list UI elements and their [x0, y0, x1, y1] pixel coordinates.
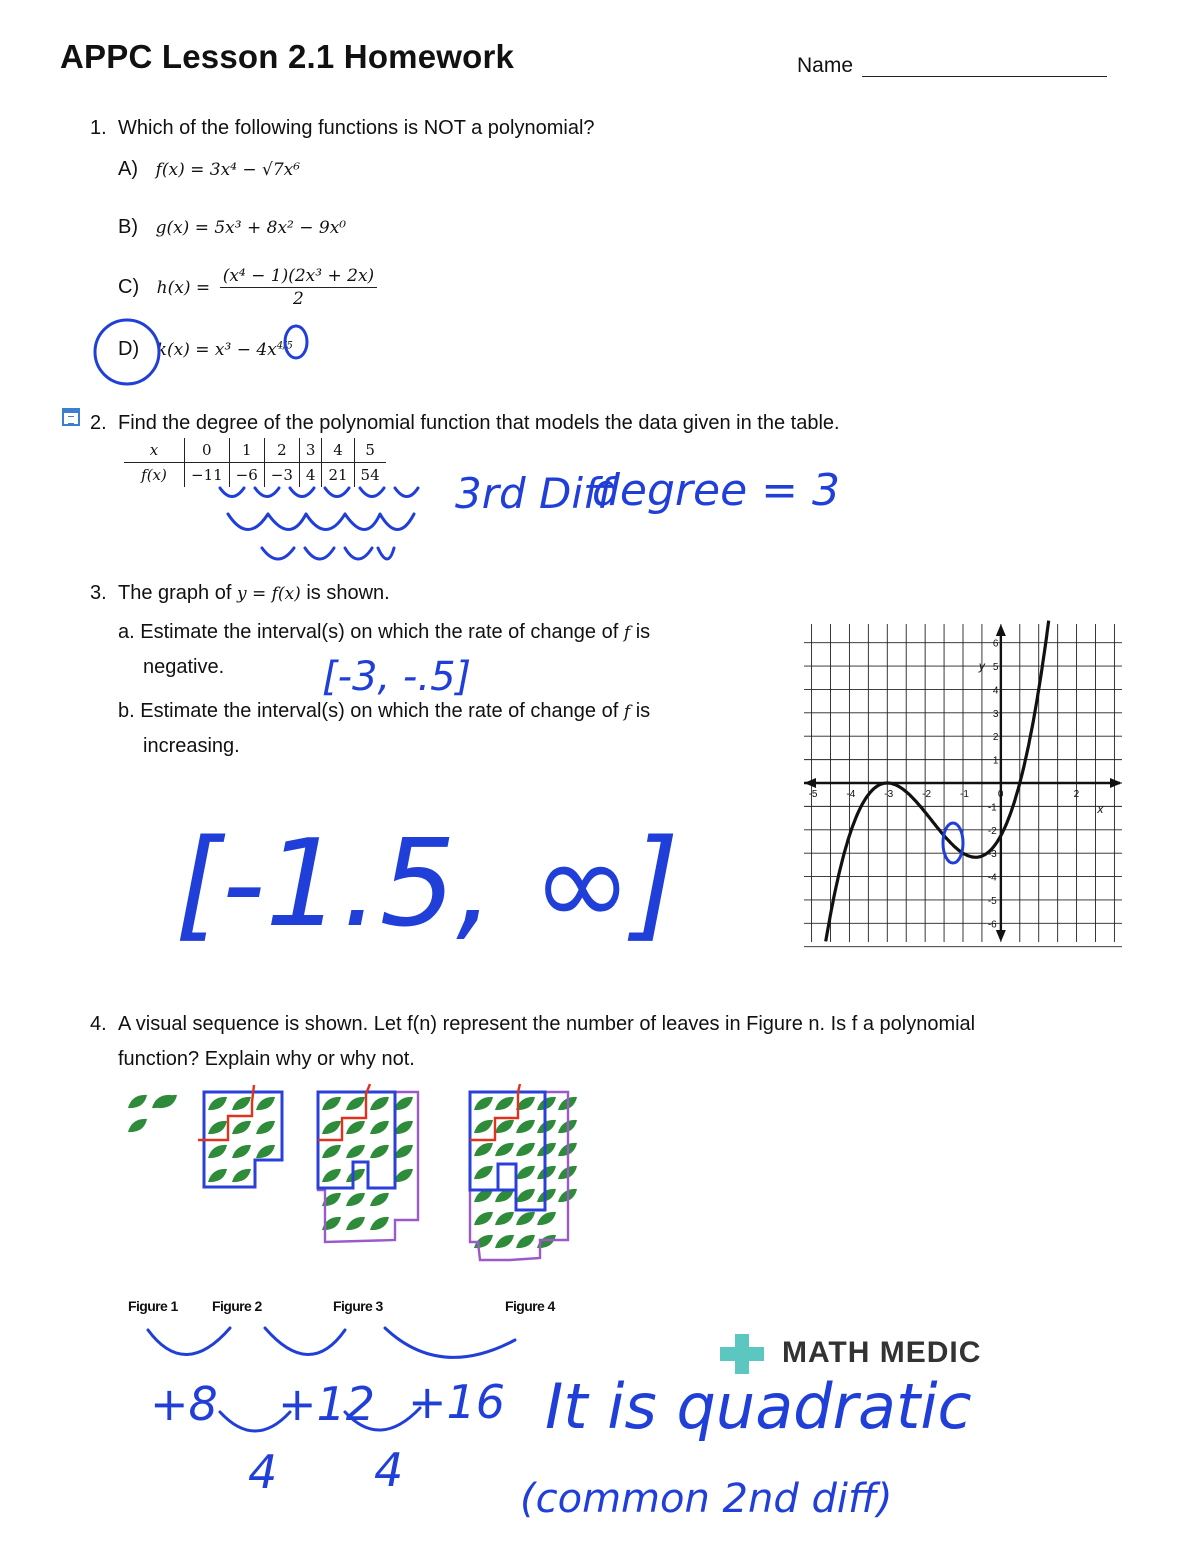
figure-label: Figure 2: [212, 1298, 262, 1314]
y-tick-label: 5: [992, 662, 999, 674]
y-tick-label: -3: [987, 849, 997, 861]
y-tick-label: -6: [987, 919, 997, 931]
x-tick-label: -2: [922, 789, 932, 800]
table-x-cell: 2: [264, 438, 299, 463]
y-tick-label: -2: [987, 825, 997, 837]
table-fx-cell: 21: [322, 463, 354, 488]
brand-name: MATH MEDIC: [782, 1336, 982, 1369]
q3-part-a-end: is: [635, 621, 651, 643]
y-tick-label: -5: [987, 895, 997, 907]
y-tick-label: 4: [992, 685, 999, 697]
x-tick-label: 0: [997, 789, 1004, 800]
option-letter: B): [118, 216, 138, 238]
first-difference-arcs: [220, 488, 418, 497]
page-title: APPC Lesson 2.1 Homework: [60, 38, 515, 75]
x-tick-label: 2: [1073, 789, 1080, 800]
name-label: Name: [797, 54, 854, 77]
table-fx-cell: −3: [264, 463, 299, 488]
y-tick-label: 2: [992, 732, 999, 744]
y-tick-label: 1: [992, 755, 999, 767]
table-x-cell: 3: [299, 438, 322, 463]
option-letter: D): [118, 338, 140, 360]
second-difference: 4: [248, 1445, 278, 1499]
y-tick-label: 3: [992, 708, 999, 720]
degree-answer: degree = 3: [592, 465, 840, 516]
option-rhs: x³ − 4x: [214, 340, 277, 360]
q1-number: 1.: [90, 117, 107, 139]
f-symbol: f: [623, 702, 631, 722]
y-tick-label: -4: [987, 872, 997, 884]
table-fx-cell: 4: [299, 463, 322, 488]
x-tick-label: -3: [884, 789, 894, 800]
x-axis-label: x: [1097, 802, 1104, 816]
table-x-label: x: [124, 438, 185, 463]
table-x-cell: 0: [185, 438, 230, 463]
table-x-cell: 4: [322, 438, 354, 463]
q4-text-line2: function? Explain why or why not.: [118, 1048, 415, 1070]
option-lhs: f(x) =: [155, 160, 205, 180]
table-x-cell: 1: [229, 438, 264, 463]
q3-text-suffix: is shown.: [306, 582, 390, 604]
q3-part-b-line2: increasing.: [143, 735, 240, 757]
y-axis-label: y: [978, 659, 985, 674]
third-difference-arcs: [262, 548, 394, 559]
answer-part-b: [-1.5, ∞]: [175, 815, 680, 954]
first-difference: +16: [408, 1375, 506, 1429]
fraction-denominator: 2: [293, 289, 304, 309]
x-tick-label: -1: [960, 789, 969, 800]
circle-exponent: [285, 326, 307, 358]
table-fx-label: f(x): [124, 463, 185, 488]
conclusion-answer: It is quadratic: [545, 1370, 972, 1443]
table-fx-cell: −6: [229, 463, 264, 488]
option-rhs: 5x³ + 8x² − 9x⁰: [214, 218, 347, 238]
q2-text: Find the degree of the polynomial function that models the data given in the table.: [118, 412, 840, 434]
q4-text-line1: A visual sequence is shown. Let f(n) represent the number of leaves in Figure n. Is f a polynomial: [118, 1013, 976, 1035]
f-symbol: f: [623, 623, 631, 643]
q3-part-a-line2: negative.: [143, 656, 225, 678]
q2-number: 2.: [90, 412, 107, 434]
y-tick-label: 6: [992, 638, 999, 650]
q3-part-b-end: is: [635, 700, 651, 722]
figure-label: Figure 3: [333, 1298, 383, 1314]
option-lhs: g(x) =: [155, 218, 209, 238]
option-letter: C): [118, 276, 140, 298]
second-difference: 4: [374, 1443, 404, 1497]
figure-label: Figure 1: [128, 1298, 178, 1314]
option-lhs: h(x) =: [156, 277, 211, 298]
first-difference: +12: [278, 1377, 376, 1431]
q3-text-prefix: The graph of: [118, 582, 232, 604]
table-fx-cell: 54: [354, 463, 386, 488]
circle-option-d: [95, 320, 159, 384]
q3-text-math: y = f(x): [236, 584, 301, 604]
q3-part-a-text: a. Estimate the interval(s) on which the rate of change of: [118, 621, 619, 643]
option-exponent: 4/5: [276, 340, 293, 352]
table-fx-cell: −11: [191, 466, 223, 484]
q3-number: 3.: [90, 582, 107, 604]
q3-part-b-text: b. Estimate the interval(s) on which the rate of change of: [118, 700, 619, 722]
q1-text: Which of the following functions is NOT a polynomial?: [118, 117, 595, 139]
conclusion-reason: (common 2nd diff): [520, 1476, 893, 1522]
answer-part-a: [-3, -.5]: [322, 654, 472, 700]
x-tick-label: -4: [846, 789, 856, 800]
first-difference: +8: [150, 1377, 218, 1431]
third-diff-note: 3rd Diff: [455, 469, 614, 518]
option-rhs: 3x⁴ − √7x⁶: [209, 160, 301, 180]
figure-difference-arcs: [148, 1328, 515, 1357]
graph-point-circle: [943, 823, 963, 863]
fraction-numerator: (x⁴ − 1)(2x³ + 2x): [220, 266, 377, 288]
second-difference-arcs: [228, 514, 414, 530]
option-letter: A): [118, 158, 138, 180]
figure-label: Figure 4: [505, 1298, 555, 1314]
table-x-cell: 5: [354, 438, 386, 463]
x-tick-label: -5: [808, 789, 818, 800]
q4-number: 4.: [90, 1013, 107, 1035]
option-lhs: k(x) =: [156, 340, 210, 360]
y-tick-label: -1: [987, 802, 997, 814]
